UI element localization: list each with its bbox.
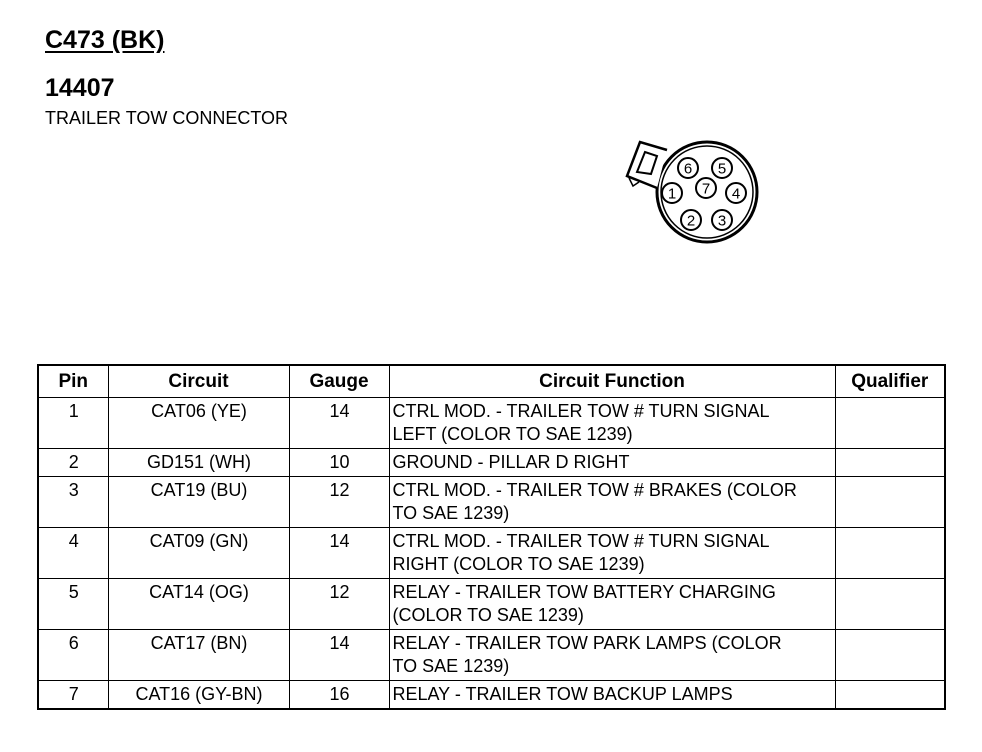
qualifier-cell [835,630,945,681]
svg-text:7: 7 [701,180,711,198]
function-line: RIGHT (COLOR TO SAE 1239) [392,554,645,574]
pin-1 [662,183,682,203]
circuit-cell: CAT17 (BN) [108,630,289,681]
connector-pins [662,158,746,230]
pin-2 [681,210,701,230]
qualifier-cell [835,681,945,710]
connector-id: C473 (BK) [45,26,165,54]
gauge-cell: 12 [289,477,389,528]
circuit-cell: CAT14 (OG) [108,579,289,630]
function-cell [389,630,835,681]
gauge-cell: 14 [289,398,389,449]
function-cell [389,449,835,477]
qualifier-cell [835,579,945,630]
pin-cell: 4 [38,528,108,579]
function-line: TO SAE 1239) [392,656,510,676]
function-cell [389,398,835,449]
pin-7 [696,178,716,198]
circuit-cell: CAT06 (YE) [108,398,289,449]
pinout-table [37,364,946,710]
pin-cell: 5 [38,579,108,630]
table-row [38,579,945,630]
pin-3 [712,210,732,230]
qualifier-cell [835,398,945,449]
pin-4 [726,183,746,203]
svg-text:4: 4 [731,185,741,203]
svg-text:6: 6 [683,160,693,178]
table-row [38,630,945,681]
function-line: LEFT (COLOR TO SAE 1239) [392,424,633,444]
connector-description: TRAILER TOW CONNECTOR [45,108,289,128]
pin-cell: 6 [38,630,108,681]
function-line: RELAY - TRAILER TOW PARK LAMPS (COLOR [392,633,782,653]
function-cell [389,477,835,528]
gauge-cell: 14 [289,528,389,579]
header-pin: Pin [38,365,108,398]
function-line: GROUND - PILLAR D RIGHT [392,452,630,472]
circuit-cell: CAT19 (BU) [108,477,289,528]
function-cell [389,528,835,579]
pin-cell: 7 [38,681,108,710]
header-qualifier: Qualifier [835,365,945,398]
qualifier-cell [835,477,945,528]
pin-6 [678,158,698,178]
header-circuit: Circuit [108,365,289,398]
connector-face-diagram [615,130,765,250]
pin-5 [712,158,732,178]
circuit-cell: CAT16 (GY-BN) [108,681,289,710]
function-line: (COLOR TO SAE 1239) [392,605,584,625]
pin-cell: 3 [38,477,108,528]
pin-cell: 1 [38,398,108,449]
svg-text:3: 3 [717,212,727,230]
connector-latch [627,142,667,188]
table-row [38,477,945,528]
part-number: 14407 [45,74,115,102]
svg-text:1: 1 [667,185,677,203]
function-line: CTRL MOD. - TRAILER TOW # TURN SIGNAL [392,531,770,551]
gauge-cell: 16 [289,681,389,710]
gauge-cell: 10 [289,449,389,477]
gauge-cell: 14 [289,630,389,681]
function-cell [389,579,835,630]
circuit-cell: GD151 (WH) [108,449,289,477]
function-line: TO SAE 1239) [392,503,510,523]
header-circuit-function: Circuit Function [389,365,835,398]
table-row [38,681,945,710]
function-line: RELAY - TRAILER TOW BATTERY CHARGING [392,582,776,602]
pin-cell: 2 [38,449,108,477]
function-cell [389,681,835,710]
svg-text:2: 2 [686,212,696,230]
qualifier-cell [835,449,945,477]
header-gauge: Gauge [289,365,389,398]
circuit-cell: CAT09 (GN) [108,528,289,579]
gauge-cell: 12 [289,579,389,630]
table-row [38,528,945,579]
table-header-row [38,365,945,398]
table-row [38,398,945,449]
function-line: RELAY - TRAILER TOW BACKUP LAMPS [392,684,733,704]
table-row [38,449,945,477]
function-line: CTRL MOD. - TRAILER TOW # TURN SIGNAL [392,401,770,421]
function-line: CTRL MOD. - TRAILER TOW # BRAKES (COLOR [392,480,797,500]
qualifier-cell [835,528,945,579]
svg-text:5: 5 [717,160,727,178]
